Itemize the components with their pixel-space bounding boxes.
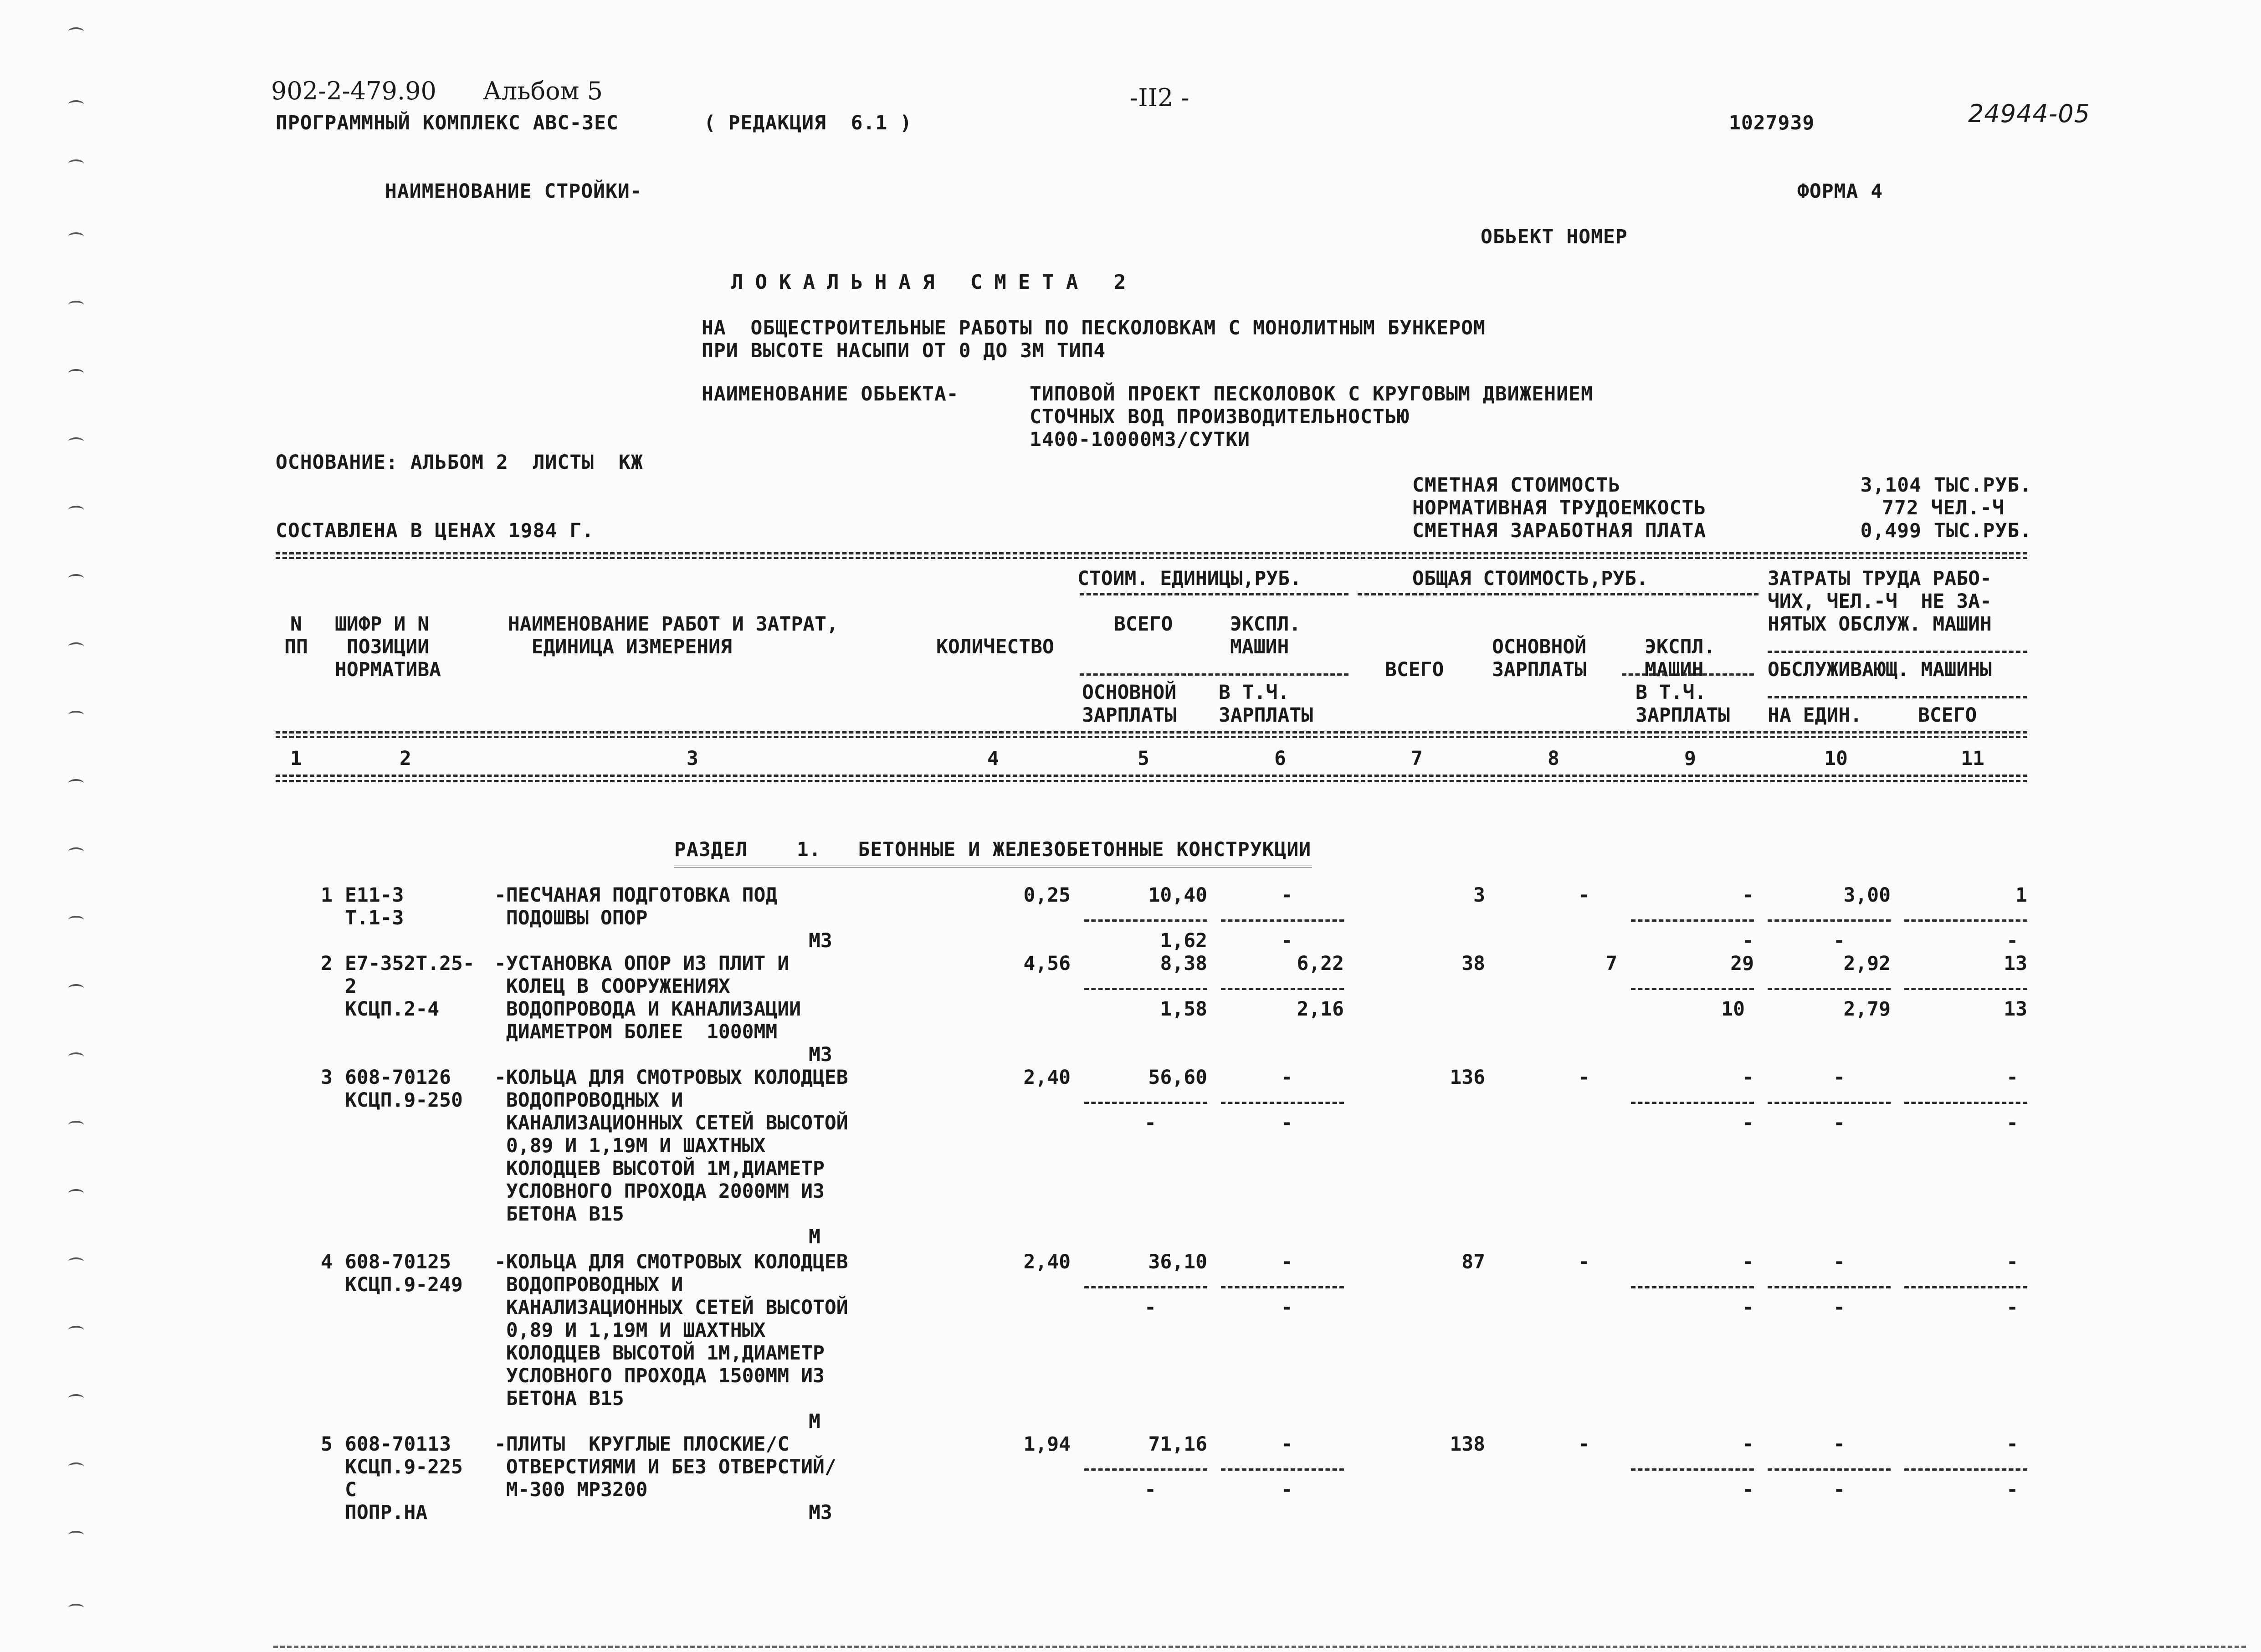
row-name: -КОЛЬЦА ДЛЯ СМОТРОВЫХ КОЛОДЦЕВ ВОДОПРОВОДНЫХ И КАНАЛИЗАЦИОННЫХ СЕТЕЙ ВЫСОТОЙ 0,89 И 1,19М И ШАХТНЫХ КОЛОДЦЕВ ВЫСОТОЙ 1М,ДИАМЕТР УСЛОВНОГО ПРОХОДА 2000ММ ИЗ БЕТОНА В15	[494, 1066, 848, 1226]
row-rule	[1904, 1102, 2027, 1104]
section-underline	[674, 866, 1312, 867]
total-cost-rule	[1358, 593, 1759, 595]
row-total: 138	[1450, 1433, 1485, 1456]
row-total: 38	[1461, 952, 1485, 975]
row-code: 608-70126 КСЦП.9-250	[345, 1066, 463, 1112]
header-rule-bottom	[276, 775, 2027, 777]
row-number: 2	[321, 952, 333, 975]
col-head-per-unit: НА ЕДИН.	[1768, 704, 1862, 727]
labor-rule-1	[1768, 651, 2027, 653]
price-level: СОСТАВЛЕНА В ЦЕНАХ 1984 Г.	[276, 519, 595, 542]
row-code: Е7-352Т.25- 2 КСЦП.2-4	[345, 952, 475, 1021]
col-head-unit-cost: СТОИМ. ЕДИНИЦЫ,РУБ.	[1077, 567, 1302, 590]
row-labor-total-2: -	[2006, 1112, 2018, 1134]
row-unit: М3	[809, 1501, 832, 1524]
doc-code: 902-2-479.90	[271, 77, 436, 105]
col-head-unit-mach: ЭКСПЛ. МАШИН	[1230, 613, 1301, 658]
row-rule	[1084, 1468, 1207, 1471]
row-tot-incl: -	[1742, 929, 1754, 952]
row-unit-total: 10,40	[1148, 884, 1207, 907]
row-name: -КОЛЬЦА ДЛЯ СМОТРОВЫХ КОЛОДЦЕВ ВОДОПРОВОДНЫХ И КАНАЛИЗАЦИОННЫХ СЕТЕЙ ВЫСОТОЙ 0,89 И 1,19М И ШАХТНЫХ КОЛОДЦЕВ ВЫСОТОЙ 1М,ДИАМЕТР УСЛОВНОГО ПРОХОДА 1500ММ ИЗ БЕТОНА В15	[494, 1251, 848, 1410]
row-labor-total-2: -	[2006, 929, 2018, 952]
basis: ОСНОВАНИЕ: АЛЬБОМ 2 ЛИСТЫ КЖ	[276, 451, 643, 474]
header-rule-top	[276, 552, 2027, 554]
row-code: 608-70113 КСЦП.9-225 С ПОПР.НА	[345, 1433, 463, 1524]
header-rule-top-2	[276, 557, 2027, 559]
row-unit-mach: -	[1281, 1066, 1293, 1089]
row-unit: М	[809, 1226, 820, 1248]
object-line-1: ТИПОВОЙ ПРОЕКТ ПЕСКОЛОВОК С КРУГОВЫМ ДВИЖЕНИЕМ	[1030, 383, 1593, 405]
row-name: -ПЕСЧАНАЯ ПОДГОТОВКА ПОД ПОДОШВЫ ОПОР	[494, 884, 778, 929]
row-labor-total: -	[2006, 1066, 2018, 1089]
summary-label-wage: СМЕТНАЯ ЗАРАБОТНАЯ ПЛАТА	[1412, 519, 1707, 542]
col-head-code: ШИФР И N ПОЗИЦИИ НОРМАТИВА	[335, 613, 441, 681]
col-head-tot-incl: В Т.Ч. ЗАРПЛАТЫ	[1636, 681, 1730, 727]
row-labor-per-unit: -	[1833, 1251, 1845, 1273]
row-number: 5	[321, 1433, 333, 1456]
row-tot-mach: -	[1742, 1251, 1754, 1273]
row-total: 3	[1473, 884, 1485, 907]
subject-line-1: НА ОБЩЕСТРОИТЕЛЬНЫЕ РАБОТЫ ПО ПЕСКОЛОВКАМ С МОНОЛИТНЫМ БУНКЕРОМ	[702, 317, 1486, 339]
row-rule	[1221, 1102, 1344, 1104]
row-unit: М	[809, 1410, 820, 1433]
header-rule-mid-2	[276, 736, 2027, 738]
row-unit-wage: -	[1144, 1478, 1156, 1501]
summary-label-labor: НОРМАТИВНАЯ ТРУДОЕМКОСТЬ	[1412, 497, 1707, 519]
row-unit-total: 36,10	[1148, 1251, 1207, 1273]
row-qty: 2,40	[1023, 1251, 1071, 1273]
row-tot-mach: -	[1742, 1066, 1754, 1089]
col-head-unit-incl: В Т.Ч. ЗАРПЛАТЫ	[1219, 681, 1313, 727]
row-rule	[1221, 988, 1344, 990]
row-rule	[1904, 988, 2027, 990]
row-unit-total: 56,60	[1148, 1066, 1207, 1089]
margin-marks	[68, 0, 87, 1652]
col-number: 9	[1684, 747, 1696, 770]
row-rule	[1904, 1468, 2027, 1471]
row-unit-total: 71,16	[1148, 1433, 1207, 1456]
row-unit-wage: 1,58	[1160, 998, 1207, 1021]
row-tot-incl: 10	[1721, 998, 1745, 1021]
program-name: ПРОГРАММНЫЙ КОМПЛЕКС АВС-3ЕС	[276, 112, 619, 134]
col-head-name: НАИМЕНОВАНИЕ РАБОТ И ЗАТРАТ, ЕДИНИЦА ИЗМЕРЕНИЯ	[508, 613, 838, 658]
row-rule	[1768, 1102, 1891, 1104]
row-tot-wage: -	[1578, 1251, 1590, 1273]
row-unit-incl: -	[1281, 929, 1293, 952]
row-number: 3	[321, 1066, 333, 1089]
col-number: 2	[400, 747, 411, 770]
row-unit-mach: 6,22	[1297, 952, 1344, 975]
row-labor-total: 13	[2004, 952, 2027, 975]
row-rule	[1768, 1286, 1891, 1288]
inventory-stamp: 24944-05	[1968, 99, 2090, 128]
header-rule-bottom-2	[276, 780, 2027, 782]
row-number: 1	[321, 884, 333, 907]
form-label: ФОРМА 4	[1797, 180, 1883, 203]
col-number: 5	[1138, 747, 1149, 770]
col-head-qty: КОЛИЧЕСТВО	[936, 636, 1054, 658]
page-perforation	[273, 1646, 2246, 1648]
row-tot-wage: -	[1578, 884, 1590, 907]
row-tot-incl: -	[1742, 1478, 1754, 1501]
row-unit-incl: 2,16	[1297, 998, 1344, 1021]
page-number: -II2 -	[1130, 83, 1189, 112]
row-labor-total: -	[2006, 1433, 2018, 1456]
col-head-tot-wage: ОСНОВНОЙ ЗАРПЛАТЫ	[1492, 636, 1587, 681]
row-tot-mach: -	[1742, 1433, 1754, 1456]
row-unit-wage: -	[1144, 1112, 1156, 1134]
col-head-no: N ПП	[284, 613, 308, 658]
row-code: 608-70125 КСЦП.9-249	[345, 1251, 463, 1296]
row-qty: 0,25	[1023, 884, 1071, 907]
col-head-total: ВСЕГО	[1918, 704, 1977, 727]
object-label: НАИМЕНОВАНИЕ ОБЬЕКТА-	[702, 383, 959, 405]
row-labor-per-unit: 3,00	[1843, 884, 1891, 907]
row-tot-incl: -	[1742, 1112, 1754, 1134]
row-rule	[1768, 988, 1891, 990]
object-number-label: ОБЬЕКТ НОМЕР	[1481, 226, 1628, 248]
row-qty: 2,40	[1023, 1066, 1071, 1089]
row-labor-per-unit-2: 2,79	[1843, 998, 1891, 1021]
col-number: 1	[290, 747, 302, 770]
row-labor-total: 1	[2015, 884, 2027, 907]
row-rule	[1631, 1102, 1754, 1104]
row-labor-per-unit-2: -	[1833, 1112, 1845, 1134]
col-head-unit-total: ВСЕГО	[1114, 613, 1173, 636]
row-rule	[1631, 988, 1754, 990]
album-label: Альбом 5	[483, 77, 603, 105]
row-labor-total-2: 13	[2004, 998, 2027, 1021]
summary-value-cost: 3,104 ТЫС.РУБ.	[1860, 474, 2032, 497]
col-head-labor: ЗАТРАТЫ ТРУДА РАБО- ЧИХ, ЧЕЛ.-Ч НЕ ЗА- НЯТЫХ ОБСЛУЖ. МАШИН	[1768, 567, 1992, 636]
col-head-unit-wage: ОСНОВНОЙ ЗАРПЛАТЫ	[1082, 681, 1177, 727]
row-unit-mach: -	[1281, 884, 1293, 907]
row-unit-wage: 1,62	[1160, 929, 1207, 952]
row-rule	[1084, 919, 1207, 922]
row-tot-incl: -	[1742, 1296, 1754, 1319]
col-number: 10	[1824, 747, 1848, 770]
row-rule	[1084, 1286, 1207, 1288]
col-head-tot-all: ВСЕГО	[1385, 658, 1444, 681]
row-unit-incl: -	[1281, 1112, 1293, 1134]
row-rule	[1221, 919, 1344, 922]
row-rule	[1631, 1468, 1754, 1471]
row-labor-per-unit: -	[1833, 1433, 1845, 1456]
row-labor-total-2: -	[2006, 1478, 2018, 1501]
row-labor-per-unit-2: -	[1833, 1478, 1845, 1501]
row-name: -ПЛИТЫ КРУГЛЫЕ ПЛОСКИЕ/С ОТВЕРСТИЯМИ И БЕЗ ОТВЕРСТИЙ/ М-300 МР3200	[494, 1433, 836, 1501]
registration-number: 1027939	[1729, 112, 1815, 134]
summary-label-cost: СМЕТНАЯ СТОИМОСТЬ	[1412, 474, 1621, 497]
section-title: РАЗДЕЛ 1. БЕТОННЫЕ И ЖЕЛЕЗОБЕТОННЫЕ КОНСТРУКЦИИ	[674, 838, 1312, 861]
object-line-3: 1400-10000М3/СУТКИ	[1030, 428, 1250, 451]
col-number: 3	[687, 747, 698, 770]
row-labor-total-2: -	[2006, 1296, 2018, 1319]
labor-rule-2	[1768, 696, 2027, 698]
header-rule-mid	[276, 731, 2027, 734]
row-unit-mach: -	[1281, 1433, 1293, 1456]
row-unit: М3	[809, 929, 832, 952]
document-title: ЛОКАЛЬНАЯ СМЕТА 2	[731, 271, 1138, 294]
row-labor-per-unit-2: -	[1833, 1296, 1845, 1319]
col-head-total-cost: ОБЩАЯ СТОИМОСТЬ,РУБ.	[1412, 567, 1648, 590]
row-unit-incl: -	[1281, 1296, 1293, 1319]
col-number: 6	[1274, 747, 1286, 770]
construction-label: НАИМЕНОВАНИЕ СТРОЙКИ-	[385, 180, 642, 203]
row-number: 4	[321, 1251, 333, 1273]
row-labor-per-unit: 2,92	[1843, 952, 1891, 975]
row-total: 136	[1450, 1066, 1485, 1089]
row-rule	[1631, 1286, 1754, 1288]
row-rule	[1904, 919, 2027, 922]
row-rule	[1084, 1102, 1207, 1104]
summary-value-labor: 772 ЧЕЛ.-Ч	[1882, 497, 2005, 519]
row-rule	[1221, 1468, 1344, 1471]
subject-line-2: ПРИ ВЫСОТЕ НАСЫПИ ОТ 0 ДО 3М ТИП4	[702, 339, 1106, 362]
row-qty: 1,94	[1023, 1433, 1071, 1456]
row-code: Е11-3 Т.1-3	[345, 884, 404, 929]
row-name: -УСТАНОВКА ОПОР ИЗ ПЛИТ И КОЛЕЦ В СООРУЖЕНИЯХ ВОДОПРОВОДА И КАНАЛИЗАЦИИ ДИАМЕТРОМ БОЛЕЕ 1000ММ	[494, 952, 801, 1043]
unit-cost-rule-2	[1080, 673, 1348, 676]
row-tot-wage: -	[1578, 1433, 1590, 1456]
mach-rule	[1622, 673, 1754, 676]
col-number: 4	[987, 747, 999, 770]
row-rule	[1631, 919, 1754, 922]
row-unit-wage: -	[1144, 1296, 1156, 1319]
row-tot-mach: 29	[1730, 952, 1754, 975]
summary-value-wage: 0,499 ТЫС.РУБ.	[1860, 519, 2032, 542]
col-head-labor-2: ОБСЛУЖИВАЮЩ. МАШИНЫ	[1768, 658, 1992, 681]
edition: ( РЕДАКЦИЯ 6.1 )	[704, 112, 913, 134]
row-unit-total: 8,38	[1160, 952, 1207, 975]
col-head-tot-mach: ЭКСПЛ. МАШИН	[1645, 636, 1716, 681]
row-rule	[1084, 988, 1207, 990]
row-total: 87	[1461, 1251, 1485, 1273]
col-number: 11	[1961, 747, 1984, 770]
row-qty: 4,56	[1023, 952, 1071, 975]
row-rule	[1768, 1468, 1891, 1471]
row-unit-mach: -	[1281, 1251, 1293, 1273]
row-labor-per-unit-2: -	[1833, 929, 1845, 952]
row-unit: М3	[809, 1043, 832, 1066]
col-number: 7	[1411, 747, 1423, 770]
row-tot-wage: -	[1578, 1066, 1590, 1089]
row-unit-incl: -	[1281, 1478, 1293, 1501]
row-rule	[1221, 1286, 1344, 1288]
row-labor-total: -	[2006, 1251, 2018, 1273]
col-number: 8	[1548, 747, 1559, 770]
row-rule	[1768, 919, 1891, 922]
row-rule	[1904, 1286, 2027, 1288]
row-tot-mach: -	[1742, 884, 1754, 907]
row-tot-wage: 7	[1605, 952, 1617, 975]
unit-cost-rule	[1080, 593, 1348, 595]
object-line-2: СТОЧНЫХ ВОД ПРОИЗВОДИТЕЛЬНОСТЬЮ	[1030, 405, 1410, 428]
row-labor-per-unit: -	[1833, 1066, 1845, 1089]
